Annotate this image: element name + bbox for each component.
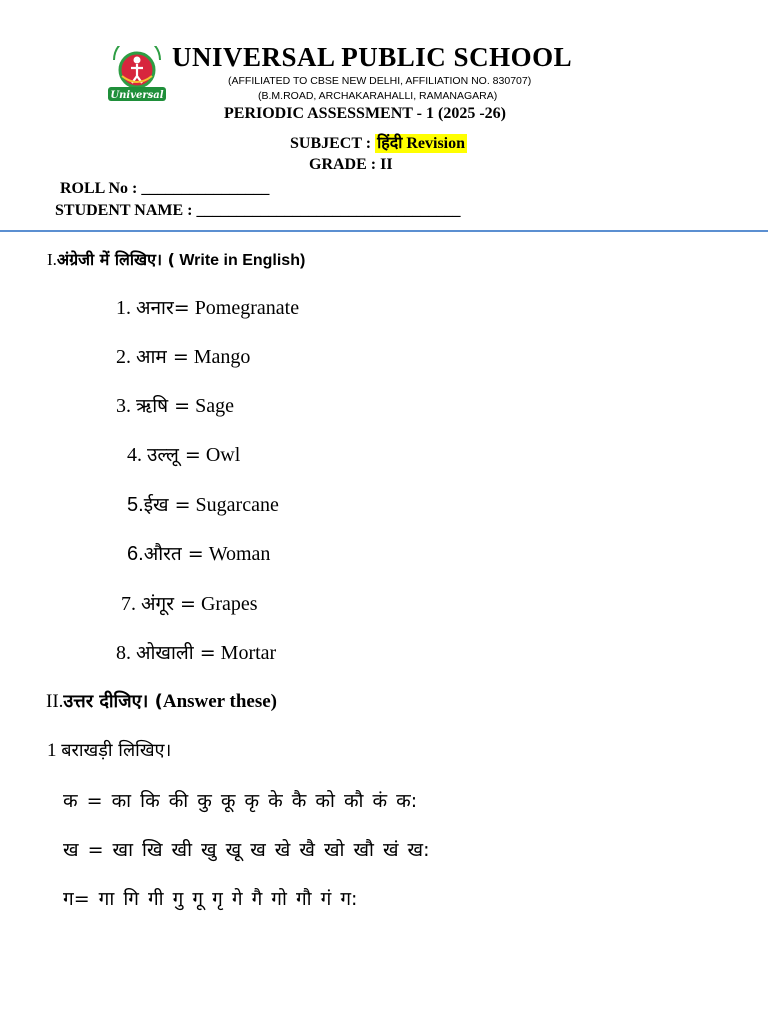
question-text: बराखड़ी लिखिए। <box>61 740 172 761</box>
list-item <box>121 590 258 616</box>
logo-wordmark: Universal <box>110 90 164 101</box>
item-hindi: उल्लू = <box>147 444 201 466</box>
section1-english: Write in English) <box>174 252 306 269</box>
barakhadi-row-ga: ग= गा गि गी गु गू गृ गे गै गो गौ गं ग: <box>63 888 358 910</box>
list-item <box>127 491 279 517</box>
item-hindi: अंगूर = <box>141 593 196 615</box>
section1-number: I. <box>47 250 57 269</box>
item-number: 1. <box>116 297 136 319</box>
item-english: Pomegranate <box>189 297 300 319</box>
item-hindi: अनार= <box>136 297 190 319</box>
list-item <box>127 540 270 566</box>
subject-line <box>290 131 467 153</box>
exam-title: PERIODIC ASSESSMENT - 1 (2025 -26) <box>224 105 506 122</box>
grade-line: GRADE : II <box>309 156 393 173</box>
item-english: Owl <box>200 444 241 466</box>
section2-hindi: उत्तर दीजिए। ( <box>63 691 163 712</box>
roll-number-field: ROLL No : ________________ <box>60 180 270 197</box>
item-number: 3. <box>116 395 136 417</box>
question-1 <box>47 738 171 762</box>
list-item <box>116 343 250 369</box>
subject-label: SUBJECT : <box>290 135 376 152</box>
item-number: 4. <box>127 444 147 466</box>
school-name: UNIVERSAL PUBLIC SCHOOL <box>172 42 573 72</box>
header-divider <box>0 230 768 232</box>
affiliation-text: (AFFILIATED TO CBSE NEW DELHI, AFFILIATION NO. 830707) <box>228 75 532 87</box>
section2-number: II. <box>46 691 64 712</box>
address-text: (B.M.ROAD, ARCHAKARAHALLI, RAMANAGARA) <box>258 90 498 102</box>
item-number: 5. <box>127 494 144 516</box>
item-hindi: आम = <box>136 346 189 368</box>
list-item <box>116 639 276 665</box>
school-logo <box>106 46 168 104</box>
list-item <box>127 441 240 467</box>
barakhadi-row-kha: ख = खा खि खी खु खू ख खे खै खो खौ खं ख: <box>63 839 430 861</box>
list-item <box>116 392 234 418</box>
item-number: 2. <box>116 346 136 368</box>
item-number: 7. <box>121 593 141 615</box>
section2-heading <box>46 689 277 713</box>
item-hindi: ओखाली = <box>136 642 216 664</box>
item-english: Sage <box>190 395 234 417</box>
section1-hindi: अंग्रेजी में लिखिए। ( <box>56 250 175 269</box>
list-item <box>116 294 299 320</box>
section2-english: Answer these) <box>162 691 278 712</box>
item-hindi: ऋषि = <box>136 395 191 417</box>
subject-value: हिंदी Revision <box>377 135 466 152</box>
question-number: 1 <box>47 740 62 761</box>
barakhadi-row-ka: क = का कि की कु कू कृ के कै को कौ कं क: <box>63 790 418 812</box>
item-number: 8. <box>116 642 136 664</box>
item-english: Woman <box>203 543 271 565</box>
item-english: Mortar <box>215 642 277 664</box>
student-name-field: STUDENT NAME : _________________________________ <box>55 202 461 219</box>
item-english: Sugarcane <box>190 494 279 516</box>
item-english: Mango <box>188 346 251 368</box>
section1-heading <box>47 248 305 270</box>
item-number: 6. <box>127 543 144 565</box>
item-hindi: ईख = <box>143 494 191 516</box>
item-english: Grapes <box>195 593 258 615</box>
item-hindi: औरत = <box>143 543 204 565</box>
